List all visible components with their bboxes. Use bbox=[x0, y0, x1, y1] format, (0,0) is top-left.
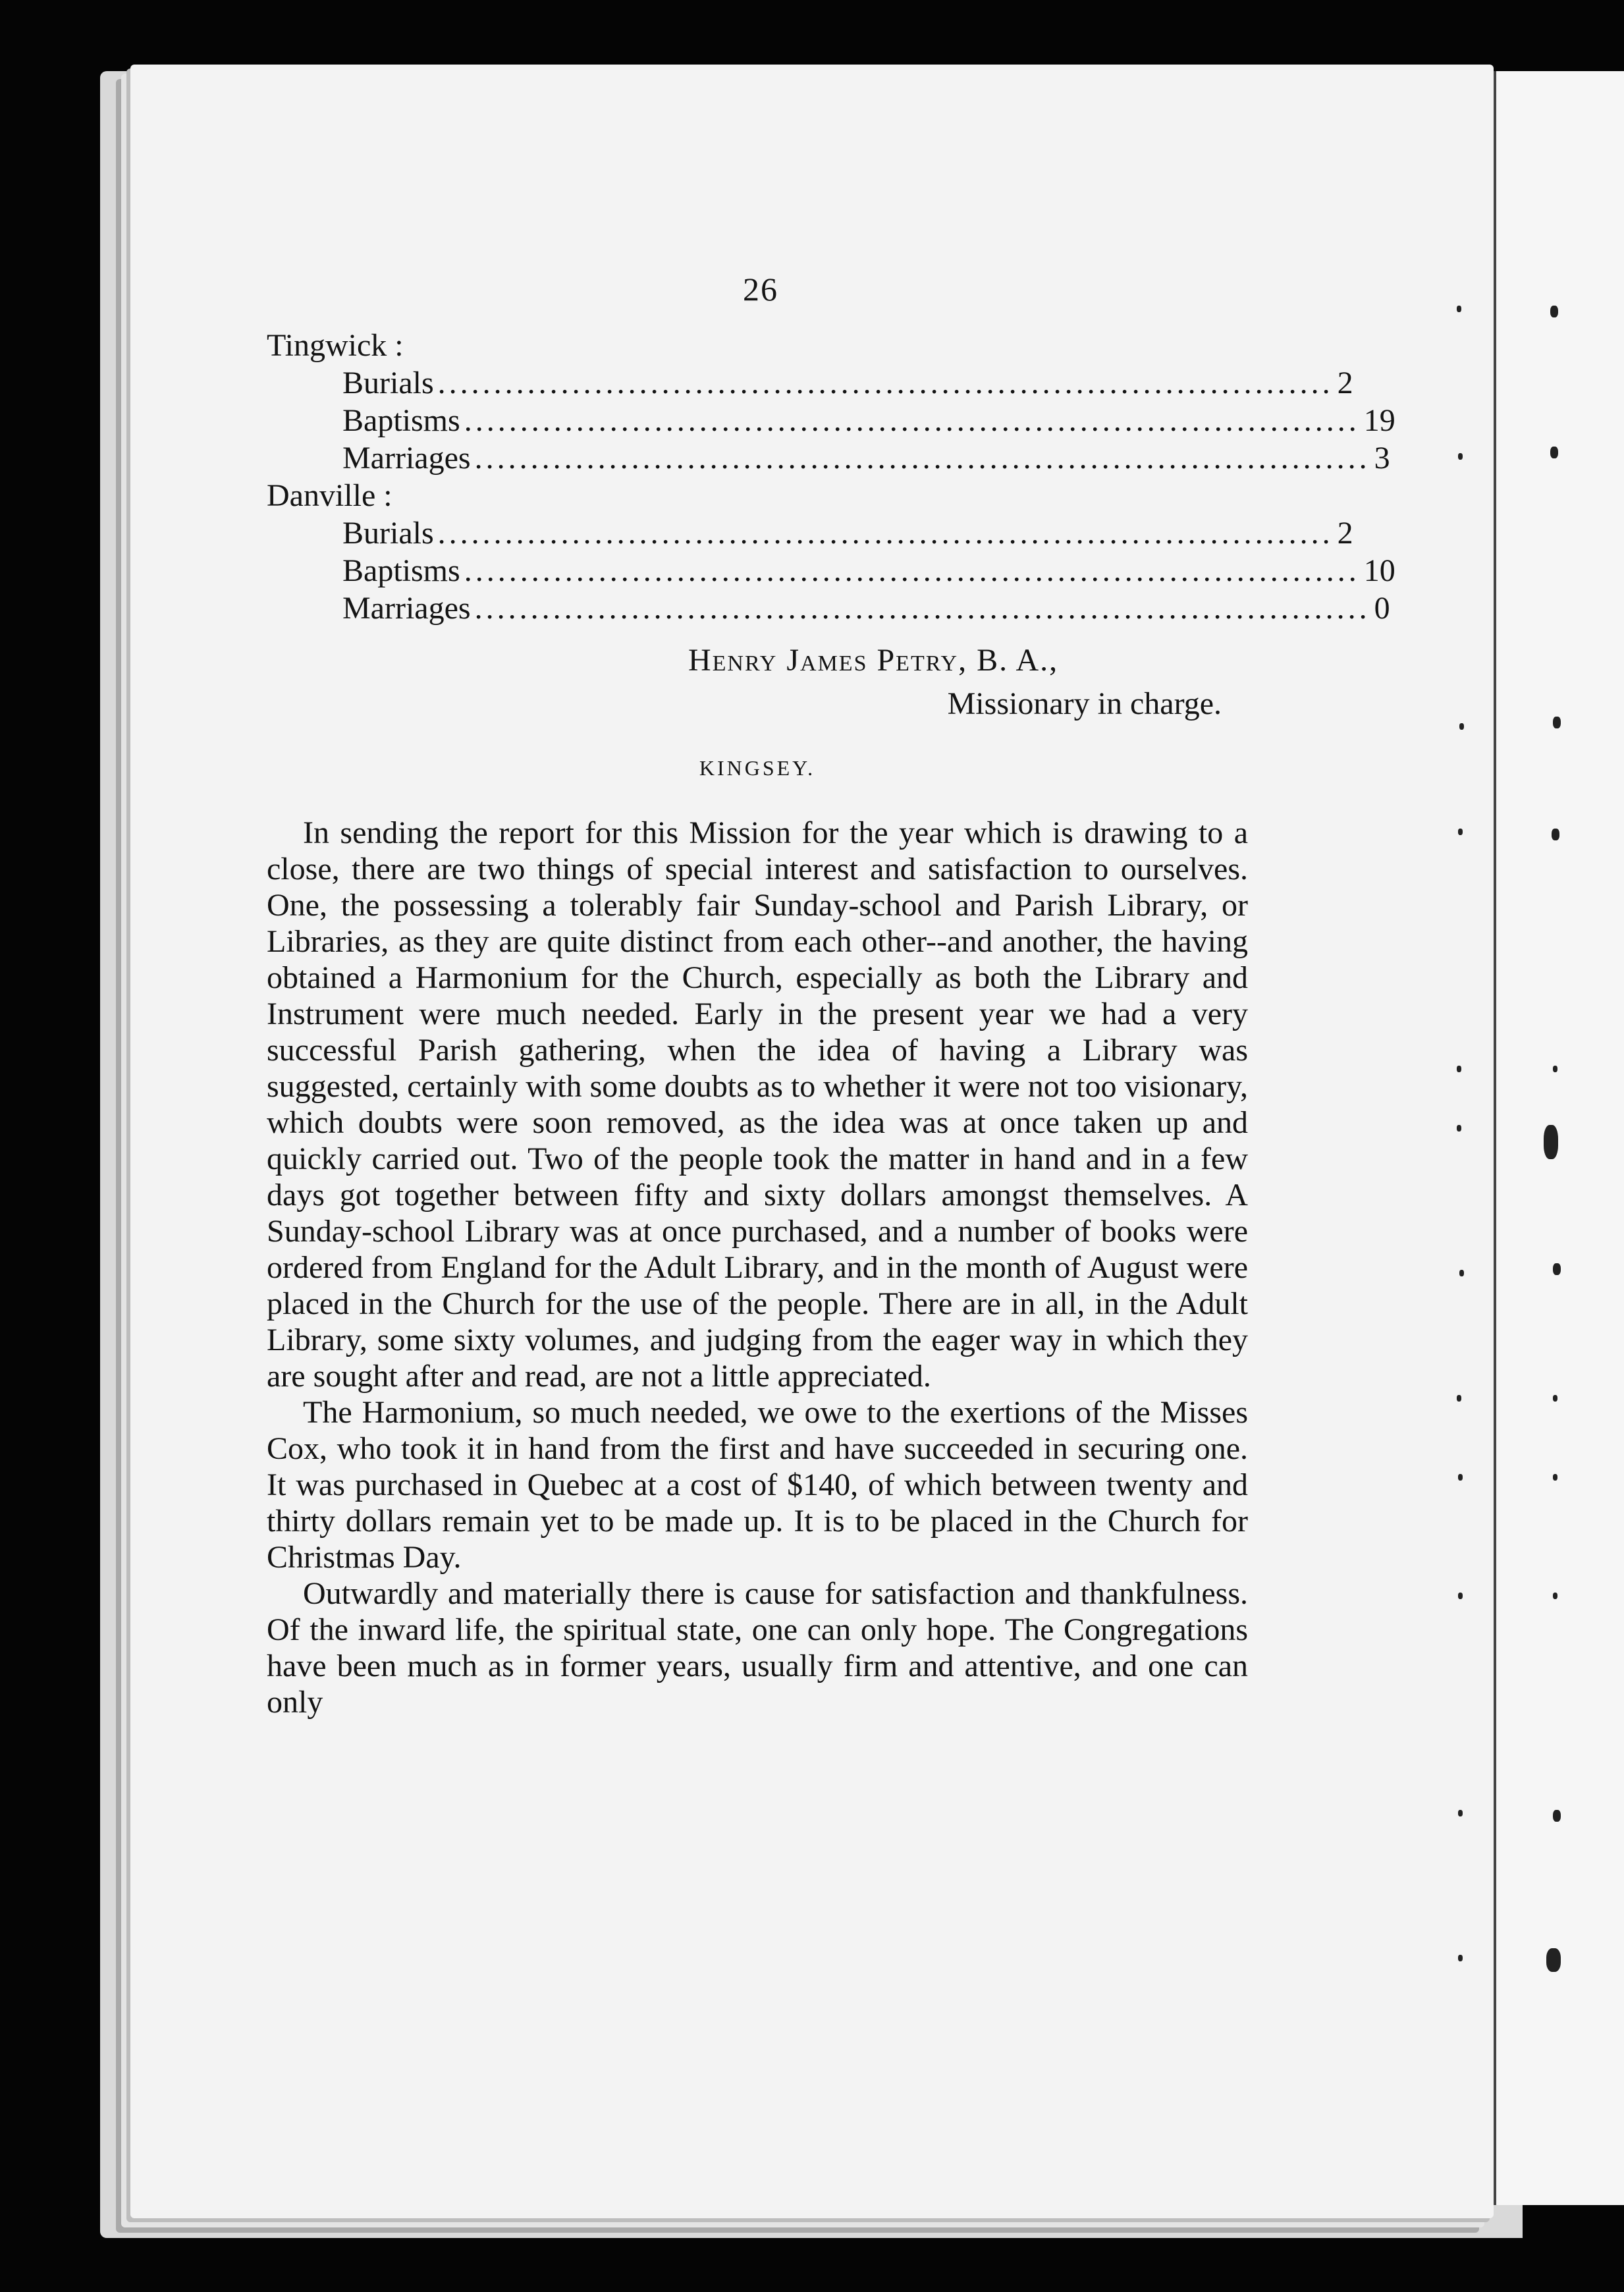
ink-bleed-mark bbox=[1553, 1066, 1557, 1072]
parish-name: Tingwick : bbox=[267, 328, 404, 363]
ink-bleed-mark bbox=[1458, 1955, 1463, 1961]
stat-label: Baptisms bbox=[342, 553, 460, 588]
stat-row bbox=[267, 364, 1353, 402]
stat-value: 0 bbox=[1374, 591, 1390, 626]
signature-block bbox=[267, 639, 1222, 726]
stat-label: Burials bbox=[342, 516, 434, 551]
stat-value: 19 bbox=[1363, 403, 1395, 438]
stat-label: Marriages bbox=[342, 591, 471, 626]
ink-bleed-mark bbox=[1457, 1395, 1461, 1402]
dot-leader: ................................................................................ bbox=[437, 366, 1334, 400]
ink-bleed-mark bbox=[1458, 829, 1463, 835]
ink-bleed-mark bbox=[1553, 1474, 1557, 1481]
ink-bleed-mark bbox=[1550, 447, 1558, 458]
stat-row bbox=[267, 514, 1353, 552]
page-number: 26 bbox=[743, 271, 778, 308]
ink-bleed-mark bbox=[1544, 1125, 1558, 1159]
stat-label: Burials bbox=[342, 366, 434, 400]
signatory-name: Henry James Petry, B. A., bbox=[688, 643, 1059, 678]
stat-value: 2 bbox=[1337, 366, 1353, 400]
parish-statistics bbox=[267, 327, 1395, 627]
ink-bleed-mark bbox=[1546, 1948, 1561, 1972]
ink-bleed-mark bbox=[1459, 1270, 1464, 1276]
paragraph: Outwardly and materially there is cause for satisfaction and thankfulness. Of the inward life, the spiritual state, one can only hope. The Congregations have been much as in former years, usually firm and attentive, and one can only bbox=[267, 1576, 1248, 1720]
facing-page-edge bbox=[1494, 71, 1624, 2205]
ink-bleed-mark bbox=[1553, 717, 1561, 728]
ink-bleed-mark bbox=[1458, 1810, 1463, 1816]
report-body bbox=[267, 815, 1248, 1720]
dot-leader: ................................................................................ bbox=[464, 553, 1360, 588]
ink-bleed-mark bbox=[1457, 306, 1461, 312]
stat-value: 2 bbox=[1337, 516, 1353, 551]
ink-bleed-mark bbox=[1553, 1593, 1557, 1599]
signatory-role: Missionary in charge. bbox=[947, 686, 1222, 721]
ink-bleed-mark bbox=[1553, 1395, 1557, 1402]
stat-label: Marriages bbox=[342, 441, 471, 476]
stat-row bbox=[267, 439, 1390, 477]
ink-bleed-mark bbox=[1458, 453, 1463, 460]
ink-bleed-mark bbox=[1459, 723, 1464, 730]
stat-label: Baptisms bbox=[342, 403, 460, 438]
parish-name: Danville : bbox=[267, 478, 392, 513]
ink-bleed-mark bbox=[1553, 1263, 1561, 1275]
ink-bleed-mark bbox=[1550, 306, 1558, 317]
ink-bleed-mark bbox=[1552, 829, 1559, 840]
ink-bleed-mark bbox=[1458, 1474, 1463, 1481]
stat-value: 3 bbox=[1374, 441, 1390, 476]
paragraph: The Harmonium, so much needed, we owe to the exertions of the Misses Cox, who took it in hand from the first and have succeeded in securing one. It was purchased in Quebec at a cost of $140, of which between twenty and thirty dollars remain yet to be made up. It is to be placed in the Church for Christmas Day. bbox=[267, 1395, 1248, 1575]
stat-row bbox=[267, 552, 1395, 589]
ink-bleed-mark bbox=[1458, 1593, 1463, 1599]
ink-bleed-mark bbox=[1553, 1810, 1561, 1822]
section-heading: KINGSEY. bbox=[699, 756, 816, 780]
dot-leader: ................................................................................ bbox=[464, 403, 1360, 438]
ink-bleed-mark bbox=[1457, 1125, 1461, 1132]
page-content bbox=[267, 270, 1395, 1720]
stat-value: 10 bbox=[1363, 553, 1395, 588]
stat-row bbox=[267, 589, 1390, 627]
paragraph: In sending the report for this Mission for the year which is drawing to a close, there are two things of special interest and satisfaction to ourselves. One, the possessing a tolerably fair Sunday-school and Parish Library, or Libraries, as they are quite distinct from each other--and another, the having obtained a Harmonium for the Church, especially as both the Library and Instrument were much needed. Early in the present year we had a very successful Parish gathering, when the idea of having a Library was suggested, certainly with some doubts as to whether it were not too visionary, which doubts were soon removed, as the idea was at once taken up and quickly carried out. Two of the people took the matter in hand and in a few days got together between fifty and sixty dollars amongst themselves. A Sunday-school Library was at once purchased, and a number of books were ordered from England for the Adult Library, and in the month of August were placed in the Church for the use of the people. There are in all, in the Adult Library, some sixty volumes, and judging from the eager way in which they are sought after and read, are not a little appreciated. bbox=[267, 815, 1248, 1394]
stat-row bbox=[267, 402, 1395, 439]
dot-leader: ................................................................................ bbox=[437, 516, 1334, 551]
dot-leader: ................................................................................ bbox=[474, 441, 1370, 476]
ink-bleed-mark bbox=[1457, 1066, 1461, 1072]
dot-leader: ................................................................................ bbox=[474, 591, 1370, 626]
